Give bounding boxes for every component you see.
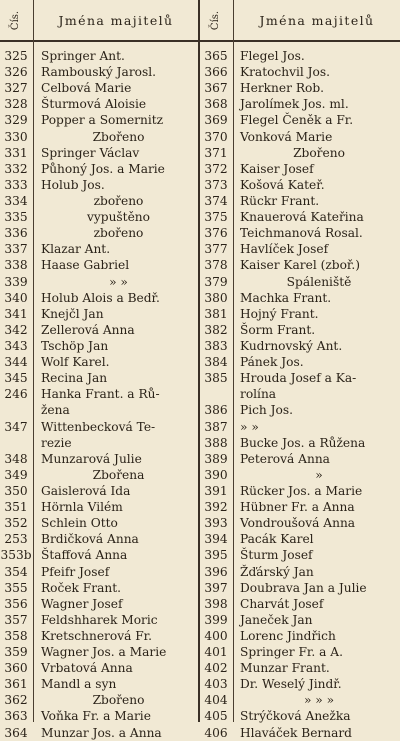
left-owner-name: Hörnla Vilém [41,500,123,515]
left-house-number: 337 [4,242,28,257]
left-owner-name: Springer Ant. [41,49,125,63]
right-house-number: 393 [204,516,228,531]
right-owner-name: Rückr Frant. [240,193,320,208]
right-house-number: 368 [204,97,228,112]
right-house-number: 385 [204,371,228,386]
right-owner-name: Strýčková Anežka [240,709,351,724]
right-owner-name: Žďárský Jan [240,564,314,579]
left-owner-name: zbořeno [93,226,144,241]
right-owner-name: Janeček Jan [240,612,313,627]
right-house-number: 388 [204,435,228,450]
left-owner-name: Wagner Josef [41,596,123,611]
right-owner-name: Šorm Frant. [240,322,316,337]
right-owner-name: Hojný Frant. [240,306,319,321]
left-house-number: 342 [4,322,28,337]
right-owner-name: Pich Jos. [240,403,293,418]
left-house-number: 354 [4,564,28,579]
left-house-number: 329 [4,113,28,128]
left-owner-name: rezie [41,435,72,450]
left-owner-name: Zbořeno [92,693,145,708]
left-house-number: 328 [4,97,28,112]
right-house-number: 402 [204,661,228,676]
left-owner-name: » » [109,274,128,289]
left-house-number: 330 [4,129,28,144]
table-row [0,435,400,451]
table-row [0,322,400,338]
right-house-number: 406 [204,725,228,740]
right-owner-name: Kratochvil Jos. [240,65,331,80]
right-house-number: 392 [204,500,228,515]
right-owner-name: Bucke Jos. a Růžena [240,435,366,450]
left-house-number: 360 [4,661,28,676]
left-owner-name: Wittenbecková Te- [41,419,156,434]
left-owner-name: vypuštěno [87,210,150,225]
right-owner-name: Charvát Josef [240,596,324,611]
left-owner-name: Roček Frant. [41,580,121,595]
left-owner-name: Rambouský Jarosl. [41,65,157,80]
table-row [0,660,400,676]
right-house-number: 371 [204,145,228,160]
left-owner-name: Wagner Jos. a Marie [41,645,167,660]
left-owner-name: Munzarová Julie [41,451,142,466]
left-owner-name: Gaislerová Ida [41,483,131,498]
left-owner-name: Holub Jos. [41,177,105,192]
left-owner-name: žena [41,403,70,418]
right-owner-name: Hübner Fr. a Anna [240,500,355,515]
right-owner-name: Lorenc Jindřich [240,628,336,643]
left-owner-name: Půhoný Jos. a Marie [41,161,165,176]
right-owner-name: Vonková Marie [240,129,333,144]
left-owner-name: Kretschnerová Fr. [41,628,153,643]
right-owner-name: Munzar Frant. [240,661,330,676]
left-owner-name: Šturmová Aloisie [41,97,147,112]
table-row [0,129,400,145]
left-house-number: 341 [4,306,28,321]
right-house-number: 380 [204,290,228,305]
right-owner-name: » » » [303,693,335,708]
table-row [0,692,400,708]
left-owner-name: Wolf Karel. [41,355,110,370]
left-house-number: 327 [4,81,28,96]
right-owner-name: Knauerová Kateřina [240,210,364,225]
right-owner-name: Jarolímek Jos. ml. [240,97,349,112]
table-row [0,499,400,515]
table-row [0,531,400,547]
right-house-number: 390 [204,467,228,482]
table-row [0,596,400,612]
left-house-number: 343 [4,338,28,353]
right-house-number: 374 [204,193,228,208]
right-house-number: 391 [204,483,228,498]
right-house-number: 398 [204,596,228,611]
right-owner-name: » » [240,419,259,434]
table-row [0,370,400,386]
left-owner-name: Holub Alois a Bedř. [41,290,160,305]
right-owner-name: Rücker Jos. a Marie [240,483,363,498]
right-house-number: 373 [204,177,228,192]
right-house-number: 376 [204,226,228,241]
left-house-number: 349 [4,467,28,482]
table-row [0,48,400,64]
table-row [0,725,400,741]
table-row [0,708,400,724]
right-house-number: 378 [204,258,228,273]
left-house-number: 347 [4,419,28,434]
right-owner-name: Hrouda Josef a Ka- [240,371,357,386]
table-row [0,483,400,499]
table-row [0,80,400,96]
left-house-number: 355 [4,580,28,595]
table-row [0,354,400,370]
table-row [0,306,400,322]
left-owner-name: Haase Gabriel [41,258,130,273]
left-house-number: 246 [4,387,28,402]
left-owner-name: Recina Jan [41,371,108,386]
left-owner-name: Brdičková Anna [41,532,139,547]
left-house-number: 359 [4,645,28,660]
table-row [0,145,400,161]
left-house-number: 331 [4,145,28,160]
right-house-number: 370 [204,129,228,144]
table-row [0,515,400,531]
right-owner-name: Springer Fr. a A. [240,645,343,660]
right-house-number: 389 [204,451,228,466]
right-house-number: 400 [204,628,228,643]
right-house-number: 394 [204,532,228,547]
left-owner-name: Tschöp Jan [41,338,109,353]
table-row [0,177,400,193]
right-owner-name: Košová Kateř. [240,177,325,192]
right-owner-name: Machka Frant. [240,290,332,305]
table-row [0,451,400,467]
right-owner-name: Spáleniště [286,274,352,289]
left-owner-name: Feldshharek Moric [41,612,158,627]
right-owner-name: Pacák Karel [240,532,314,547]
right-house-number: 386 [204,403,228,418]
left-owners-header: Jména majitelů [58,12,174,28]
table-row [0,547,400,563]
right-house-number: 365 [204,49,228,63]
right-house-number: 404 [204,693,228,708]
left-owner-name: Zellerová Anna [41,322,135,337]
right-house-number: 379 [204,274,228,289]
right-owner-name: Kaiser Karel (zboř.) [240,258,361,273]
left-house-number: 353b [0,548,32,563]
right-owner-name: Flegel Čeněk a Fr. [240,113,354,128]
right-house-number: 366 [204,65,228,80]
left-owner-name: Voňka Fr. a Marie [41,709,151,724]
right-owner-name: Pánek Jos. [240,355,304,370]
right-owner-name: rolína [240,387,277,402]
right-house-number: 387 [204,419,228,434]
left-owner-name: Hanka Frant. a Rů- [41,387,160,402]
left-owner-name: Knejčl Jan [41,306,104,321]
table-row [0,64,400,80]
right-owner-name: Dr. Weselý Jindř. [240,677,342,692]
right-house-number: 375 [204,210,228,225]
left-house-number: 334 [4,193,28,208]
left-owner-name: Munzar Jos. a Anna [41,725,162,740]
left-house-number: 361 [4,677,28,692]
table-row [0,161,400,177]
left-house-number: 364 [4,725,28,740]
left-house-number: 352 [4,516,28,531]
right-house-number: 384 [204,355,228,370]
right-house-number: 377 [204,242,228,257]
right-owner-name: Doubrava Jan a Julie [240,580,367,595]
table-row [0,193,400,209]
table-row [0,580,400,596]
left-owner-name: Zbořena [92,467,145,482]
table-row [0,290,400,306]
table-row [0,628,400,644]
table-row [0,644,400,660]
right-house-number: 367 [204,81,228,96]
right-house-number: 372 [204,161,228,176]
right-owner-name: Kaiser Josef [240,161,314,176]
left-owner-name: Mandl a syn [41,677,117,692]
left-owner-name: Vrbatová Anna [41,661,133,676]
left-number-header: Čís. [10,10,22,30]
table-row [0,112,400,128]
left-house-number: 339 [4,274,28,289]
left-house-number: 350 [4,483,28,498]
right-owners-header: Jména majitelů [259,12,375,28]
right-owner-name: Peterová Anna [240,451,330,466]
table-row [0,564,400,580]
left-house-number: 338 [4,258,28,273]
table-row [0,241,400,257]
left-house-number: 345 [4,371,28,386]
table-row [0,257,400,273]
right-owner-name: Šturm Josef [240,548,313,563]
left-house-number: 336 [4,226,28,241]
right-owner-name: Havlíček Josef [240,242,329,257]
left-owner-name: zbořeno [93,193,144,208]
left-owner-name: Pfeifr Josef [41,564,110,579]
right-owner-name: Hlaváček Bernard [240,725,352,740]
right-house-number: 401 [204,645,228,660]
left-house-number: 362 [4,693,28,708]
table-row [0,676,400,692]
right-house-number: 383 [204,338,228,353]
right-owner-name: Kudrnovský Ant. [240,338,343,353]
right-house-number: 396 [204,564,228,579]
table-row [0,402,400,418]
right-owner-name: Herkner Rob. [240,81,325,96]
table-row [0,612,400,628]
left-house-number: 253 [4,532,28,547]
table-row [0,419,400,435]
right-owner-name: Zbořeno [293,145,345,160]
right-house-number: 403 [204,677,228,692]
left-owner-name: Klazar Ant. [41,242,111,257]
left-owner-name: Schlein Otto [41,516,118,531]
left-house-number: 348 [4,451,28,466]
right-owner-name: Flegel Jos. [240,49,305,63]
left-house-number: 357 [4,612,28,627]
left-owner-name: Popper a Somernitz [41,113,164,128]
right-house-number: 382 [204,322,228,337]
right-house-number: 395 [204,548,228,563]
table-row [0,274,400,290]
right-house-number: 381 [204,306,228,321]
left-house-number: 344 [4,355,28,370]
right-house-number: 369 [204,113,228,128]
table-row [0,338,400,354]
table-row [0,386,400,402]
left-house-number: 351 [4,500,28,515]
table-row [0,96,400,112]
right-owner-name: Teichmanová Rosal. [240,226,363,241]
right-house-number: 399 [204,612,228,627]
table-row [0,467,400,483]
right-number-header: Čís. [210,10,222,30]
left-house-number: 326 [4,65,28,80]
table-row [0,225,400,241]
left-house-number: 335 [4,210,28,225]
left-owner-name: Springer Václav [41,145,140,160]
left-owner-name: Štaffová Anna [41,548,128,563]
left-house-number: 333 [4,177,28,192]
table-header [0,0,400,42]
left-house-number: 332 [4,161,28,176]
left-house-number: 325 [4,49,28,63]
right-house-number: 397 [204,580,228,595]
table-row [0,209,400,225]
right-house-number: 405 [204,709,228,724]
left-house-number: 340 [4,290,28,305]
left-owner-name: Zbořeno [92,129,145,144]
register-rows [0,48,400,741]
right-owner-name: » [315,467,323,482]
left-house-number: 358 [4,628,28,643]
left-house-number: 363 [4,709,28,724]
right-owner-name: Vondroušová Anna [240,516,356,531]
left-owner-name: Celbová Marie [41,81,132,96]
left-house-number: 356 [4,596,28,611]
